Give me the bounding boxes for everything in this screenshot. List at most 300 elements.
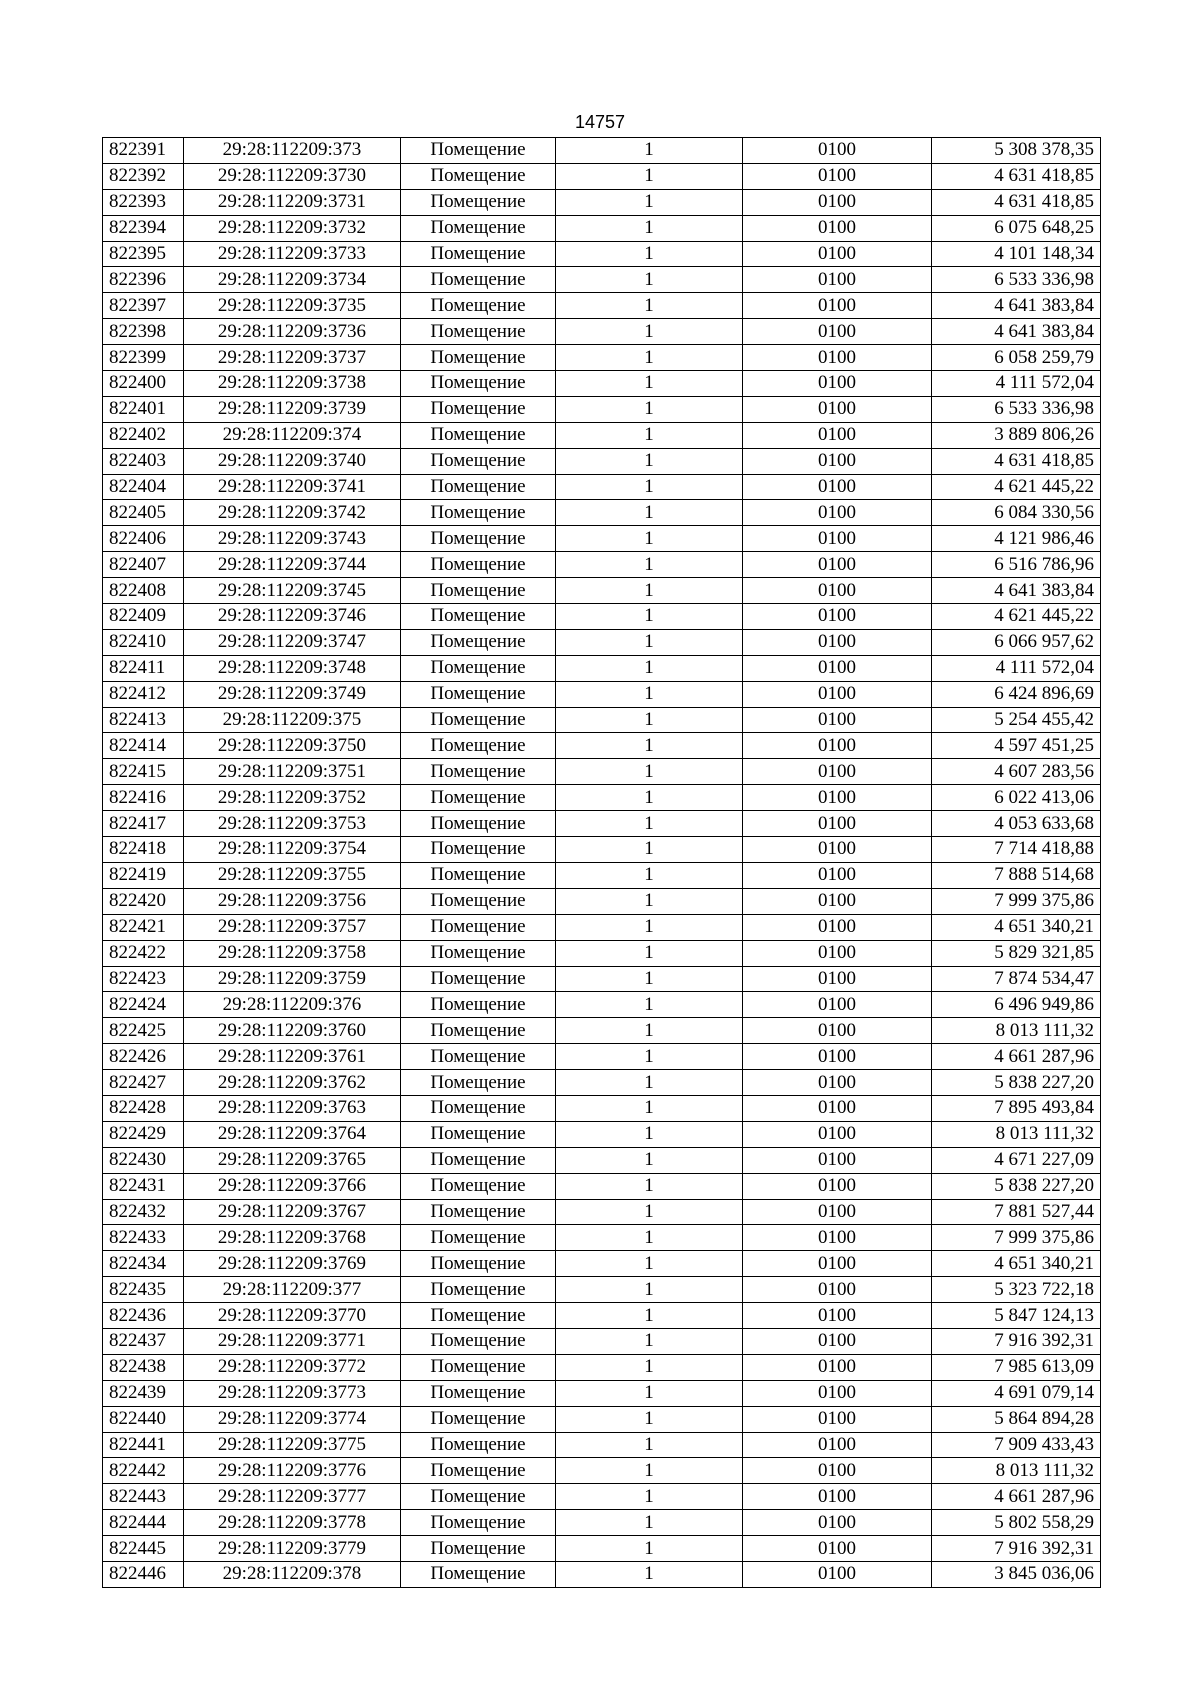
table-row [103, 422, 1101, 448]
count-cell: 1 [556, 655, 743, 681]
cadastral-value-cell: 6 084 330,56 [932, 500, 1101, 526]
cadastral-number-cell: 29:28:112209:3776 [184, 1458, 401, 1484]
row-number-cell: 822405 [103, 500, 184, 526]
count-cell: 1 [556, 1354, 743, 1380]
table-row [103, 681, 1101, 707]
code-cell: 0100 [743, 345, 932, 371]
cadastral-number-cell: 29:28:112209:3745 [184, 578, 401, 604]
row-number-cell: 822394 [103, 215, 184, 241]
row-number-cell: 822427 [103, 1070, 184, 1096]
object-type-cell: Помещение [401, 992, 556, 1018]
count-cell: 1 [556, 267, 743, 293]
row-number-cell: 822420 [103, 888, 184, 914]
count-cell: 1 [556, 1199, 743, 1225]
table-row [103, 319, 1101, 345]
table-row [103, 1458, 1101, 1484]
code-cell: 0100 [743, 189, 932, 215]
table-row [103, 371, 1101, 397]
code-cell: 0100 [743, 1510, 932, 1536]
cadastral-value-cell: 8 013 111,32 [932, 1458, 1101, 1484]
code-cell: 0100 [743, 215, 932, 241]
table-row [103, 1173, 1101, 1199]
count-cell: 1 [556, 1225, 743, 1251]
table-row [103, 966, 1101, 992]
object-type-cell: Помещение [401, 1199, 556, 1225]
object-type-cell: Помещение [401, 1354, 556, 1380]
cadastral-number-cell: 29:28:112209:3742 [184, 500, 401, 526]
code-cell: 0100 [743, 785, 932, 811]
cadastral-value-cell: 7 881 527,44 [932, 1199, 1101, 1225]
row-number-cell: 822425 [103, 1018, 184, 1044]
count-cell: 1 [556, 474, 743, 500]
code-cell: 0100 [743, 552, 932, 578]
table-row [103, 914, 1101, 940]
table-row [103, 837, 1101, 863]
cadastral-number-cell: 29:28:112209:3751 [184, 759, 401, 785]
table-row [103, 1225, 1101, 1251]
cadastral-value-cell: 7 999 375,86 [932, 888, 1101, 914]
cadastral-number-cell: 29:28:112209:3763 [184, 1095, 401, 1121]
count-cell: 1 [556, 241, 743, 267]
cadastral-number-cell: 29:28:112209:3736 [184, 319, 401, 345]
cadastral-value-cell: 6 533 336,98 [932, 267, 1101, 293]
object-type-cell: Помещение [401, 526, 556, 552]
code-cell: 0100 [743, 578, 932, 604]
code-cell: 0100 [743, 1121, 932, 1147]
table-row [103, 1432, 1101, 1458]
cadastral-number-cell: 29:28:112209:3733 [184, 241, 401, 267]
row-number-cell: 822443 [103, 1484, 184, 1510]
row-number-cell: 822439 [103, 1380, 184, 1406]
cadastral-value-cell: 5 323 722,18 [932, 1277, 1101, 1303]
code-cell: 0100 [743, 1277, 932, 1303]
count-cell: 1 [556, 629, 743, 655]
code-cell: 0100 [743, 940, 932, 966]
count-cell: 1 [556, 1251, 743, 1277]
cadastral-value-cell: 5 308 378,35 [932, 138, 1101, 164]
object-type-cell: Помещение [401, 1070, 556, 1096]
count-cell: 1 [556, 371, 743, 397]
cadastral-value-cell: 7 874 534,47 [932, 966, 1101, 992]
cadastral-number-cell: 29:28:112209:3738 [184, 371, 401, 397]
code-cell: 0100 [743, 1432, 932, 1458]
table-row [103, 1561, 1101, 1587]
cadastral-value-cell: 4 053 633,68 [932, 811, 1101, 837]
code-cell: 0100 [743, 1380, 932, 1406]
object-type-cell: Помещение [401, 474, 556, 500]
table-row [103, 474, 1101, 500]
row-number-cell: 822410 [103, 629, 184, 655]
object-type-cell: Помещение [401, 914, 556, 940]
object-type-cell: Помещение [401, 785, 556, 811]
row-number-cell: 822391 [103, 138, 184, 164]
cadastral-number-cell: 29:28:112209:3734 [184, 267, 401, 293]
row-number-cell: 822412 [103, 681, 184, 707]
row-number-cell: 822417 [103, 811, 184, 837]
cadastral-value-cell: 6 075 648,25 [932, 215, 1101, 241]
cadastral-value-cell: 7 909 433,43 [932, 1432, 1101, 1458]
count-cell: 1 [556, 345, 743, 371]
row-number-cell: 822436 [103, 1303, 184, 1329]
count-cell: 1 [556, 189, 743, 215]
code-cell: 0100 [743, 267, 932, 293]
count-cell: 1 [556, 500, 743, 526]
code-cell: 0100 [743, 422, 932, 448]
table-row [103, 552, 1101, 578]
table-row [103, 345, 1101, 371]
count-cell: 1 [556, 1044, 743, 1070]
code-cell: 0100 [743, 811, 932, 837]
code-cell: 0100 [743, 474, 932, 500]
cadastral-number-cell: 29:28:112209:373 [184, 138, 401, 164]
count-cell: 1 [556, 319, 743, 345]
row-number-cell: 822401 [103, 396, 184, 422]
code-cell: 0100 [743, 241, 932, 267]
table-row [103, 163, 1101, 189]
cadastral-number-cell: 29:28:112209:3750 [184, 733, 401, 759]
object-type-cell: Помещение [401, 267, 556, 293]
cadastral-number-cell: 29:28:112209:3774 [184, 1406, 401, 1432]
cadastral-number-cell: 29:28:112209:378 [184, 1561, 401, 1587]
object-type-cell: Помещение [401, 1380, 556, 1406]
row-number-cell: 822407 [103, 552, 184, 578]
cadastral-number-cell: 29:28:112209:3746 [184, 604, 401, 630]
cadastral-number-cell: 29:28:112209:3748 [184, 655, 401, 681]
row-number-cell: 822446 [103, 1561, 184, 1587]
cadastral-value-cell: 6 066 957,62 [932, 629, 1101, 655]
table-row [103, 759, 1101, 785]
cadastral-value-cell: 4 111 572,04 [932, 655, 1101, 681]
table-row [103, 396, 1101, 422]
object-type-cell: Помещение [401, 862, 556, 888]
count-cell: 1 [556, 785, 743, 811]
object-type-cell: Помещение [401, 837, 556, 863]
object-type-cell: Помещение [401, 371, 556, 397]
row-number-cell: 822408 [103, 578, 184, 604]
object-type-cell: Помещение [401, 604, 556, 630]
row-number-cell: 822396 [103, 267, 184, 293]
count-cell: 1 [556, 940, 743, 966]
object-type-cell: Помещение [401, 422, 556, 448]
table-row [103, 862, 1101, 888]
count-cell: 1 [556, 1121, 743, 1147]
cadastral-number-cell: 29:28:112209:3760 [184, 1018, 401, 1044]
table-row [103, 1277, 1101, 1303]
count-cell: 1 [556, 422, 743, 448]
count-cell: 1 [556, 1070, 743, 1096]
row-number-cell: 822426 [103, 1044, 184, 1070]
object-type-cell: Помещение [401, 655, 556, 681]
table-row [103, 733, 1101, 759]
row-number-cell: 822406 [103, 526, 184, 552]
object-type-cell: Помещение [401, 1251, 556, 1277]
code-cell: 0100 [743, 1328, 932, 1354]
row-number-cell: 822440 [103, 1406, 184, 1432]
cadastral-number-cell: 29:28:112209:3768 [184, 1225, 401, 1251]
count-cell: 1 [556, 811, 743, 837]
cadastral-value-cell: 4 121 986,46 [932, 526, 1101, 552]
cadastral-value-cell: 5 838 227,20 [932, 1173, 1101, 1199]
object-type-cell: Помещение [401, 1121, 556, 1147]
row-number-cell: 822424 [103, 992, 184, 1018]
object-type-cell: Помещение [401, 552, 556, 578]
row-number-cell: 822445 [103, 1536, 184, 1562]
cadastral-number-cell: 29:28:112209:3730 [184, 163, 401, 189]
cadastral-number-cell: 29:28:112209:3741 [184, 474, 401, 500]
code-cell: 0100 [743, 759, 932, 785]
table-row [103, 1484, 1101, 1510]
code-cell: 0100 [743, 1225, 932, 1251]
row-number-cell: 822442 [103, 1458, 184, 1484]
code-cell: 0100 [743, 1147, 932, 1173]
cadastral-number-cell: 29:28:112209:3739 [184, 396, 401, 422]
count-cell: 1 [556, 1095, 743, 1121]
table-row [103, 1251, 1101, 1277]
code-cell: 0100 [743, 526, 932, 552]
code-cell: 0100 [743, 655, 932, 681]
cadastral-value-cell: 6 022 413,06 [932, 785, 1101, 811]
table-row [103, 811, 1101, 837]
cadastral-value-cell: 6 533 336,98 [932, 396, 1101, 422]
object-type-cell: Помещение [401, 293, 556, 319]
object-type-cell: Помещение [401, 811, 556, 837]
cadastral-number-cell: 29:28:112209:3754 [184, 837, 401, 863]
object-type-cell: Помещение [401, 707, 556, 733]
table-row [103, 215, 1101, 241]
object-type-cell: Помещение [401, 241, 556, 267]
object-type-cell: Помещение [401, 966, 556, 992]
cadastral-number-cell: 29:28:112209:3759 [184, 966, 401, 992]
cadastral-value-cell: 3 845 036,06 [932, 1561, 1101, 1587]
row-number-cell: 822397 [103, 293, 184, 319]
cadastral-value-cell: 8 013 111,32 [932, 1018, 1101, 1044]
count-cell: 1 [556, 837, 743, 863]
row-number-cell: 822404 [103, 474, 184, 500]
cadastral-number-cell: 29:28:112209:3777 [184, 1484, 401, 1510]
code-cell: 0100 [743, 629, 932, 655]
object-type-cell: Помещение [401, 1147, 556, 1173]
cadastral-number-cell: 29:28:112209:376 [184, 992, 401, 1018]
count-cell: 1 [556, 888, 743, 914]
registry-table-body [103, 138, 1101, 1588]
count-cell: 1 [556, 163, 743, 189]
object-type-cell: Помещение [401, 163, 556, 189]
row-number-cell: 822416 [103, 785, 184, 811]
object-type-cell: Помещение [401, 578, 556, 604]
table-row [103, 1018, 1101, 1044]
count-cell: 1 [556, 138, 743, 164]
page-number: 14757 [574, 112, 626, 132]
cadastral-number-cell: 29:28:112209:3740 [184, 448, 401, 474]
cadastral-value-cell: 7 895 493,84 [932, 1095, 1101, 1121]
code-cell: 0100 [743, 707, 932, 733]
count-cell: 1 [556, 396, 743, 422]
table-row [103, 267, 1101, 293]
code-cell: 0100 [743, 293, 932, 319]
object-type-cell: Помещение [401, 1561, 556, 1587]
object-type-cell: Помещение [401, 1044, 556, 1070]
cadastral-number-cell: 29:28:112209:3731 [184, 189, 401, 215]
object-type-cell: Помещение [401, 345, 556, 371]
object-type-cell: Помещение [401, 1018, 556, 1044]
table-row [103, 500, 1101, 526]
count-cell: 1 [556, 604, 743, 630]
code-cell: 0100 [743, 888, 932, 914]
cadastral-number-cell: 29:28:112209:375 [184, 707, 401, 733]
count-cell: 1 [556, 759, 743, 785]
cadastral-value-cell: 4 621 445,22 [932, 474, 1101, 500]
table-row [103, 655, 1101, 681]
cadastral-value-cell: 8 013 111,32 [932, 1121, 1101, 1147]
row-number-cell: 822421 [103, 914, 184, 940]
table-row [103, 992, 1101, 1018]
cadastral-number-cell: 29:28:112209:3769 [184, 1251, 401, 1277]
code-cell: 0100 [743, 914, 932, 940]
table-row [103, 629, 1101, 655]
count-cell: 1 [556, 1432, 743, 1458]
cadastral-value-cell: 4 651 340,21 [932, 1251, 1101, 1277]
code-cell: 0100 [743, 733, 932, 759]
object-type-cell: Помещение [401, 396, 556, 422]
object-type-cell: Помещение [401, 940, 556, 966]
code-cell: 0100 [743, 1070, 932, 1096]
table-row [103, 1510, 1101, 1536]
count-cell: 1 [556, 966, 743, 992]
count-cell: 1 [556, 1173, 743, 1199]
cadastral-value-cell: 4 661 287,96 [932, 1044, 1101, 1070]
cadastral-number-cell: 29:28:112209:3747 [184, 629, 401, 655]
count-cell: 1 [556, 862, 743, 888]
count-cell: 1 [556, 526, 743, 552]
table-row [103, 448, 1101, 474]
row-number-cell: 822402 [103, 422, 184, 448]
object-type-cell: Помещение [401, 1328, 556, 1354]
cadastral-value-cell: 4 641 383,84 [932, 293, 1101, 319]
count-cell: 1 [556, 1303, 743, 1329]
count-cell: 1 [556, 215, 743, 241]
cadastral-number-cell: 29:28:112209:3752 [184, 785, 401, 811]
code-cell: 0100 [743, 1406, 932, 1432]
count-cell: 1 [556, 992, 743, 1018]
cadastral-value-cell: 7 714 418,88 [932, 837, 1101, 863]
object-type-cell: Помещение [401, 1432, 556, 1458]
row-number-cell: 822441 [103, 1432, 184, 1458]
count-cell: 1 [556, 1380, 743, 1406]
count-cell: 1 [556, 448, 743, 474]
object-type-cell: Помещение [401, 500, 556, 526]
row-number-cell: 822422 [103, 940, 184, 966]
cadastral-value-cell: 7 999 375,86 [932, 1225, 1101, 1251]
cadastral-number-cell: 29:28:112209:3764 [184, 1121, 401, 1147]
table-row [103, 189, 1101, 215]
table-row [103, 1044, 1101, 1070]
cadastral-number-cell: 29:28:112209:3762 [184, 1070, 401, 1096]
table-row [103, 1199, 1101, 1225]
registry-table [102, 137, 1101, 1588]
table-row [103, 1303, 1101, 1329]
row-number-cell: 822433 [103, 1225, 184, 1251]
object-type-cell: Помещение [401, 1225, 556, 1251]
code-cell: 0100 [743, 1018, 932, 1044]
code-cell: 0100 [743, 371, 932, 397]
row-number-cell: 822413 [103, 707, 184, 733]
row-number-cell: 822430 [103, 1147, 184, 1173]
code-cell: 0100 [743, 1561, 932, 1587]
code-cell: 0100 [743, 163, 932, 189]
table-row [103, 1380, 1101, 1406]
table-row [103, 1121, 1101, 1147]
cadastral-value-cell: 4 631 418,85 [932, 163, 1101, 189]
cadastral-number-cell: 29:28:112209:3737 [184, 345, 401, 371]
row-number-cell: 822411 [103, 655, 184, 681]
code-cell: 0100 [743, 1095, 932, 1121]
cadastral-value-cell: 7 985 613,09 [932, 1354, 1101, 1380]
table-row [103, 293, 1101, 319]
row-number-cell: 822432 [103, 1199, 184, 1225]
count-cell: 1 [556, 681, 743, 707]
object-type-cell: Помещение [401, 1095, 556, 1121]
table-row [103, 526, 1101, 552]
cadastral-number-cell: 29:28:112209:3732 [184, 215, 401, 241]
table-row [103, 1354, 1101, 1380]
count-cell: 1 [556, 1406, 743, 1432]
object-type-cell: Помещение [401, 448, 556, 474]
code-cell: 0100 [743, 1484, 932, 1510]
cadastral-number-cell: 29:28:112209:3753 [184, 811, 401, 837]
cadastral-value-cell: 5 254 455,42 [932, 707, 1101, 733]
count-cell: 1 [556, 1510, 743, 1536]
table-row [103, 241, 1101, 267]
cadastral-number-cell: 29:28:112209:3761 [184, 1044, 401, 1070]
table-row [103, 888, 1101, 914]
cadastral-number-cell: 29:28:112209:3758 [184, 940, 401, 966]
row-number-cell: 822431 [103, 1173, 184, 1199]
code-cell: 0100 [743, 1044, 932, 1070]
cadastral-number-cell: 29:28:112209:3744 [184, 552, 401, 578]
code-cell: 0100 [743, 992, 932, 1018]
row-number-cell: 822392 [103, 163, 184, 189]
code-cell: 0100 [743, 1303, 932, 1329]
cadastral-value-cell: 4 661 287,96 [932, 1484, 1101, 1510]
cadastral-value-cell: 5 847 124,13 [932, 1303, 1101, 1329]
row-number-cell: 822409 [103, 604, 184, 630]
count-cell: 1 [556, 707, 743, 733]
cadastral-value-cell: 4 641 383,84 [932, 578, 1101, 604]
object-type-cell: Помещение [401, 888, 556, 914]
object-type-cell: Помещение [401, 1303, 556, 1329]
object-type-cell: Помещение [401, 1484, 556, 1510]
row-number-cell: 822444 [103, 1510, 184, 1536]
object-type-cell: Помещение [401, 1536, 556, 1562]
object-type-cell: Помещение [401, 759, 556, 785]
code-cell: 0100 [743, 500, 932, 526]
cadastral-number-cell: 29:28:112209:3765 [184, 1147, 401, 1173]
code-cell: 0100 [743, 1173, 932, 1199]
cadastral-number-cell: 29:28:112209:3749 [184, 681, 401, 707]
cadastral-value-cell: 4 671 227,09 [932, 1147, 1101, 1173]
row-number-cell: 822438 [103, 1354, 184, 1380]
cadastral-value-cell: 4 597 451,25 [932, 733, 1101, 759]
table-row [103, 1406, 1101, 1432]
object-type-cell: Помещение [401, 1510, 556, 1536]
object-type-cell: Помещение [401, 629, 556, 655]
row-number-cell: 822423 [103, 966, 184, 992]
count-cell: 1 [556, 1018, 743, 1044]
count-cell: 1 [556, 1536, 743, 1562]
table-row [103, 138, 1101, 164]
table-row [103, 707, 1101, 733]
cadastral-number-cell: 29:28:112209:3743 [184, 526, 401, 552]
